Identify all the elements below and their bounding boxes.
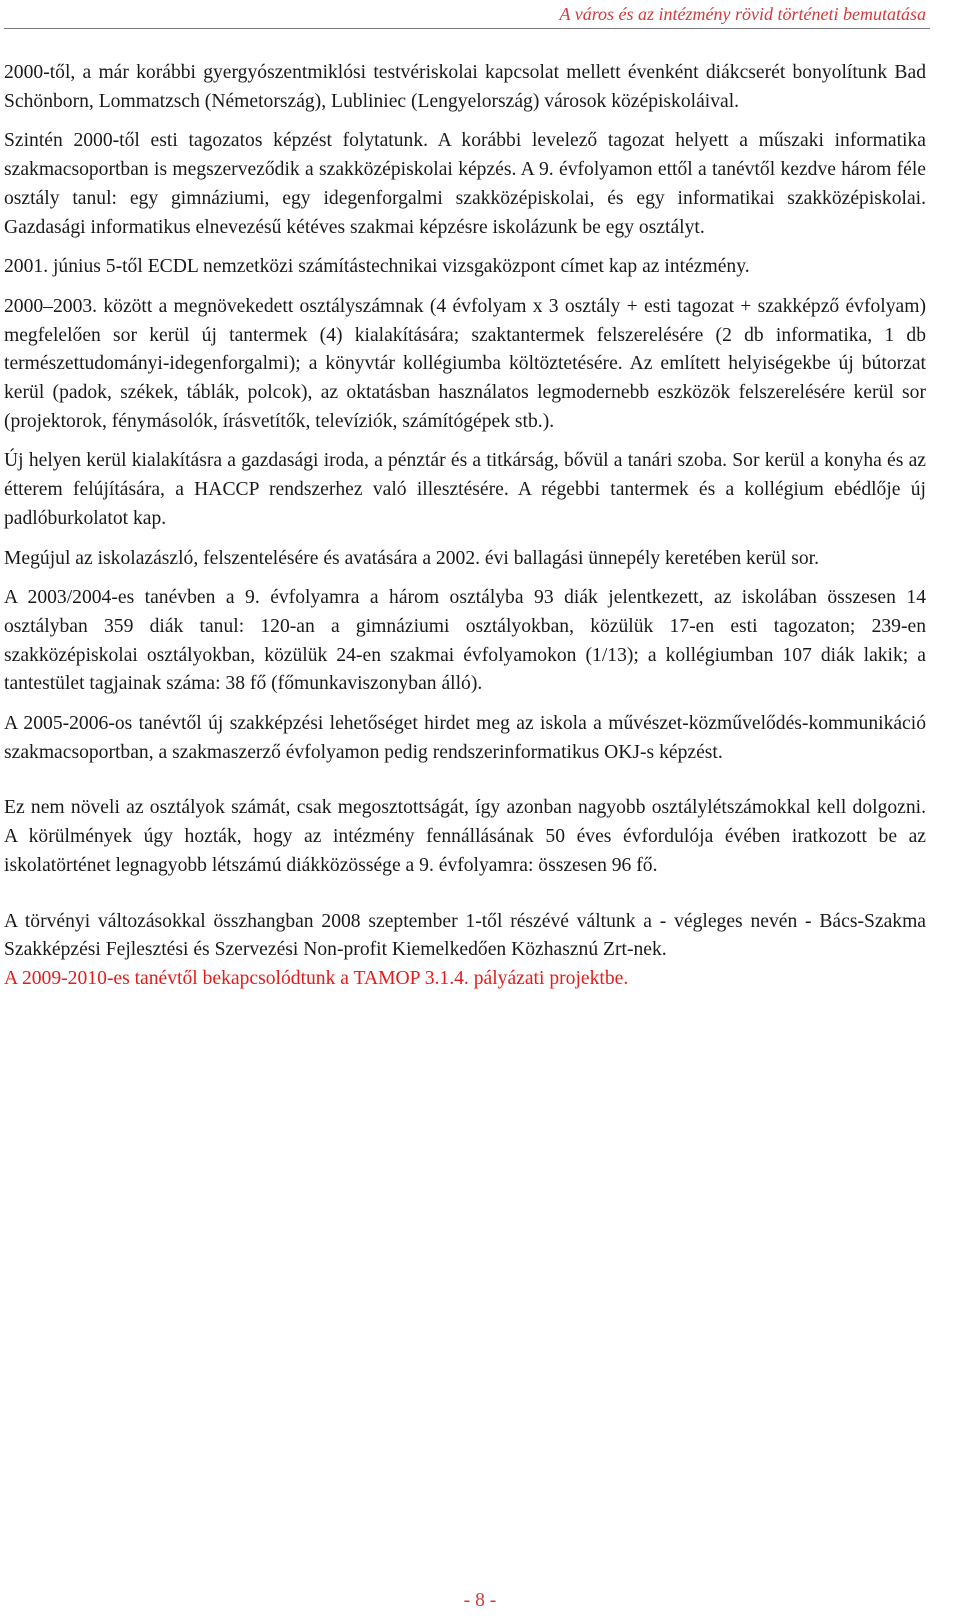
header-divider	[4, 28, 930, 29]
document-body	[4, 59, 926, 994]
paragraph-tamop-project: A 2009-2010-es tanévtől bekapcsolódtunk a TAMOP 3.1.4. pályázati projektbe.	[4, 967, 629, 989]
paragraph-bacs-szakma: A törvényi változásokkal összhangban 2008 szeptember 1-től részévé váltunk a - végleges nevén - Bács-Szakma Szakképzési Fejlesztési és Szervezési Non-profit Kiemelkedően Közhasznú Zrt-nek.	[4, 910, 926, 961]
paragraph-class-sizes: Ez nem növeli az osztályok számát, csak megosztottságát, így azonban nagyobb osztálylétszámokkal kell dolgozni. A körülmények úgy hozták, hogy az intézmény fennállásának 50 éves évfordulója évében iratkozott be az iskolatörténet legnagyobb létszámú diákközössége a 9. évfolyamra: összesen 96 fő.	[4, 797, 926, 876]
paragraph-school-flag: Megújul az iskolazászló, felszentelésére és avatására a 2002. évi ballagási ünnepély keretében kerül sor.	[4, 547, 819, 569]
paragraph-evening-courses: Szintén 2000-től esti tagozatos képzést folytatunk. A korábbi levelező tagozat helyett a műszaki informatika szakmacsoportban is megszerveződik a szakközépiskolai képzés. A 9. évfolyamon ettől a tanévtől kezdve három féle osztály tanul: egy gimnáziumi, egy idegenforgalmi szakközépiskolai, és egy informatikai szakközépiskolai. Gazdasági informatikus elnevezésű kétéves szakmai képzésre iskolázunk be egy osztályt.	[4, 130, 926, 238]
paragraph-new-training-2005: A 2005-2006-os tanévtől új szakképzési lehetőséget hirdet meg az iskola a művészet-közművelődés-kommunikáció szakmacsoportban, a szakmaszerző évfolyamon pedig rendszerinformatikus OKJ-s képzést.	[4, 713, 926, 763]
page-number: - 8 -	[463, 1590, 497, 1611]
paragraph-new-rooms: Új helyen kerül kialakításra a gazdasági iroda, a pénztár és a titkárság, bővül a tanári szoba. Sor kerül a konyha és az étterem felújítására, a HACCP rendszerhez való illesztésére. A régebbi tantermek és a kollégium ebédlője új padlóburkolatot kap.	[4, 450, 926, 529]
paragraph-renovation: 2000–2003. között a megnövekedett osztályszámnak (4 évfolyam x 3 osztály + esti tagozat + szakképző évfolyam) megfelelően sor kerül új tantermek (4) kialakítására; szaktantermek felszerelésére (2 db informatika, 1 db természettudományi-idegenforgalmi); a könyvtár kollégiumba költöztetésére. Az említett helyiségekbe új bútorzat kerül (padok, székek, táblák, polcok), az oktatásban használatos legmodernebb eszközök felszerelésére kerül sor (projektorok, fénymásolók, írásvetítők, televíziók, számítógépek stb.).	[4, 295, 926, 432]
paragraph-student-exchange: 2000-től, a már korábbi gyergyószentmiklósi testvériskolai kapcsolat mellett évenként diákcserét bonyolítunk Bad Schönborn, Lommatzsch (Németország), Lubliniec (Lengyelország) városok középiskoláival.	[4, 62, 926, 112]
paragraph-enrollment-2003: A 2003/2004-es tanévben a 9. évfolyamra a három osztályba 93 diák jelentkezett, az iskolában összesen 14 osztályban 359 diák tanul: 120-an a gimnáziumi osztályokban, közülük 17-en esti tagozaton; 239-en szakközépiskolai osztályokban, közülük 24-en szakmai évfolyamokon (1/13); a kollégiumban 107 diák lakik; a tantestület tagjainak száma: 38 fő (főmunkaviszonyban álló).	[4, 587, 926, 695]
page-header	[0, 0, 960, 30]
paragraph-ecdl: 2001. június 5-től ECDL nemzetközi számítástechnikai vizsgaközpont címet kap az intézmény.	[4, 256, 750, 278]
running-header-title: A város és az intézmény rövid történeti bemutatása	[559, 4, 926, 24]
